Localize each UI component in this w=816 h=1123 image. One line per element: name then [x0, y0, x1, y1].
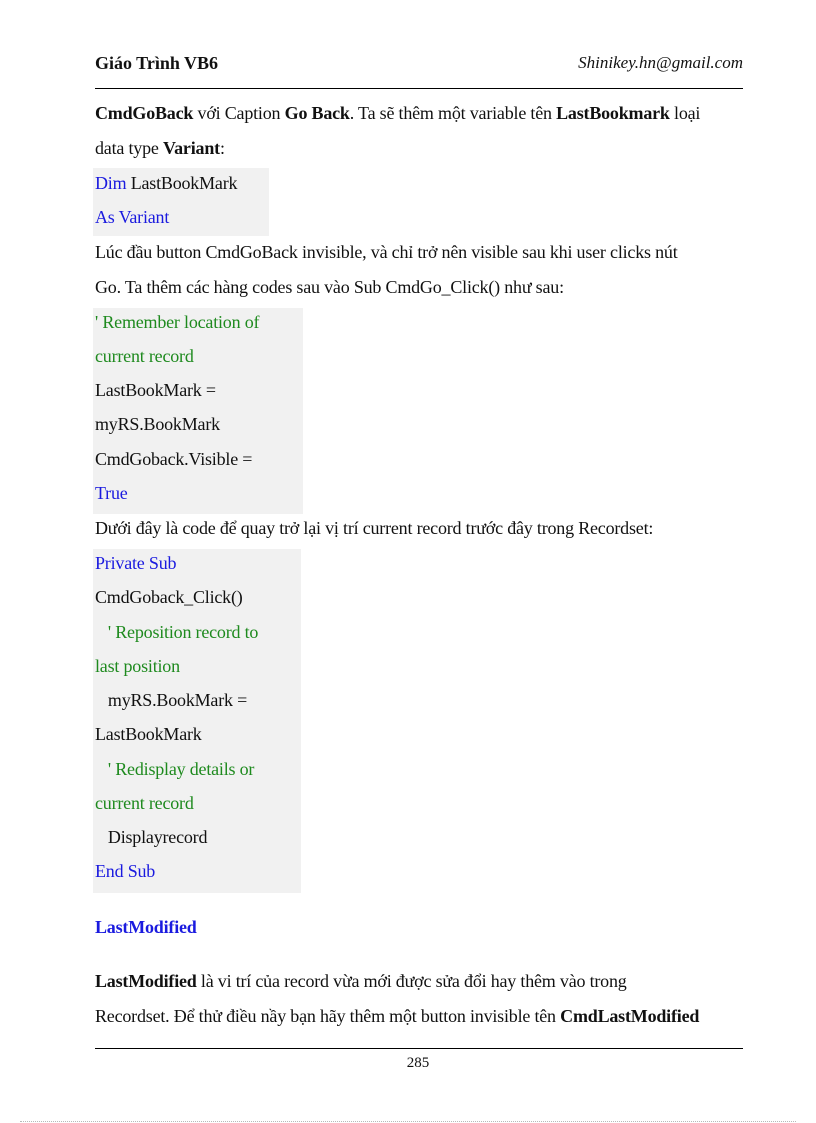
bold-term: LastModified	[95, 971, 197, 991]
bold-term: CmdLastModified	[560, 1006, 700, 1026]
paragraph-line: Go. Ta thêm các hàng codes sau vào Sub CmdGo_Click() như sau:	[95, 277, 564, 297]
paragraph-line: CmdGoBack với Caption Go Back. Ta sẽ thêm một variable tên LastBookmark loại	[95, 103, 701, 123]
code-comment: ' Remember location of	[95, 312, 260, 332]
code-line: Displayrecord	[95, 827, 208, 847]
header-divider	[95, 88, 743, 89]
paragraph-line: Dưới đây là code để quay trở lại vị trí current record trước đây trong Recordset:	[95, 518, 654, 538]
code-comment: current record	[95, 346, 194, 366]
paragraph-line: Recordset. Để thử điều nầy bạn hãy thêm một button invisible tên CmdLastModified	[95, 1006, 700, 1026]
code-line: CmdGoback_Click()	[95, 587, 243, 607]
header-email: Shinikey.hn@gmail.com	[578, 53, 743, 72]
code-line: LastBookMark =	[95, 380, 216, 400]
bold-term: Variant	[162, 138, 220, 158]
code-line: myRS.BookMark =	[95, 690, 248, 710]
code-line: Dim LastBookMark	[95, 173, 238, 193]
bold-term: CmdGoBack	[95, 103, 194, 123]
footer-divider	[95, 1048, 743, 1049]
bold-term: LastBookmark	[556, 103, 670, 123]
code-comment: ' Reposition record to	[95, 622, 259, 642]
code-line: LastBookMark	[95, 724, 202, 744]
code-keyword: Dim	[95, 173, 127, 193]
code-comment: ' Redisplay details or	[95, 759, 255, 779]
code-keyword: True	[95, 483, 128, 503]
code-keyword: Private Sub	[95, 553, 177, 573]
header-title: Giáo Trình VB6	[95, 53, 219, 73]
page-number: 285	[406, 1055, 430, 1071]
paragraph-line: LastModified là vi trí của record vừa mới được sửa đổi hay thêm vào trong	[95, 971, 627, 991]
code-comment: last position	[95, 656, 180, 676]
code-comment: current record	[95, 793, 194, 813]
section-heading: LastModified	[95, 917, 197, 937]
code-line: CmdGoback.Visible =	[95, 449, 253, 469]
bold-term: Go Back	[284, 103, 350, 123]
paragraph-line: Lúc đầu button CmdGoBack invisible, và chỉ trở nên visible sau khi user clicks nút	[95, 242, 678, 262]
paragraph-line: data type Variant:	[95, 138, 225, 158]
code-keyword: End Sub	[95, 861, 156, 881]
code-line: myRS.BookMark	[95, 414, 220, 434]
code-line: As Variant	[95, 207, 170, 227]
page-edge-dotted-line	[20, 1121, 796, 1122]
